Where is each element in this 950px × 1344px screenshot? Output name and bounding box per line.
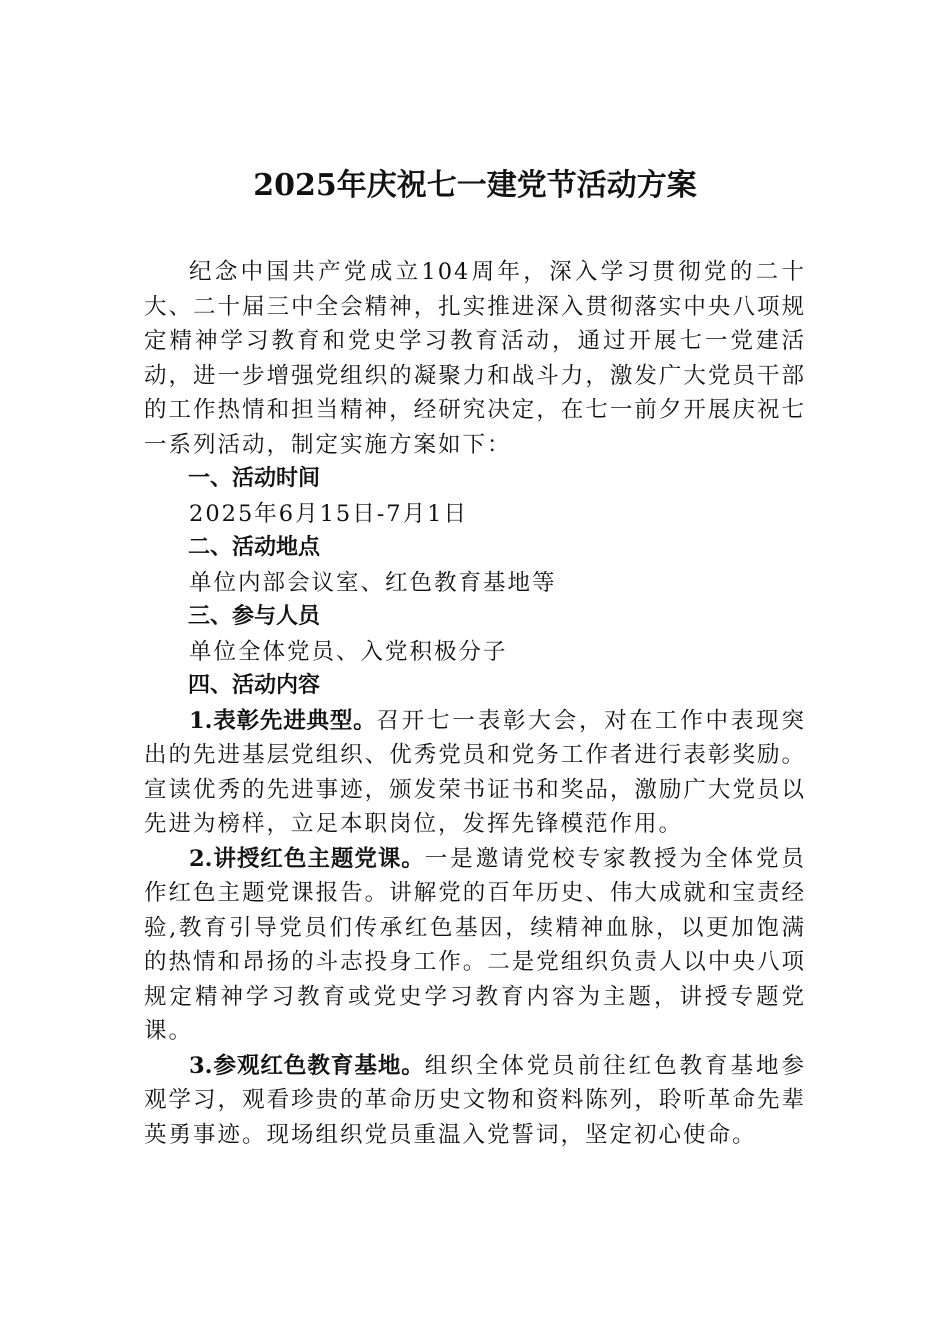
content-item-3-text: 组织全体党员前往红色教育基地参观学习，观看珍贵的革命历史文物和资料陈列，聆听革命先辈英勇事迹。现场组织党员重温入党誓词，坚定初心使命。 bbox=[144, 1052, 806, 1148]
content-item-2-lead: 2.讲授红色主题党课。 bbox=[189, 845, 425, 872]
document-title: 2025年庆祝七一建党节活动方案 bbox=[253, 168, 697, 203]
content-item-2 bbox=[144, 842, 806, 1049]
document-body bbox=[144, 255, 806, 1152]
section-text-time: 2025年6月15日-7月1日 bbox=[189, 500, 468, 527]
content-item-2-text: 一是邀请党校专家教授为全体党员作红色主题党课报告。讲解党的百年历史、伟大成就和宝责经验,教育引导党员们传承红色基因，续精神血脉，以更加饱满的热情和昂扬的斗志投身工作。二是党组织负责人以中央八项规定精神学习教育或党史学习教育内容为主题，讲授专题党课。 bbox=[144, 845, 806, 1044]
content-item-1-text: 召开七一表彰大会，对在工作中表现突出的先进基层党组织、优秀党员和党务工作者进行表彰奖励。宣读优秀的先进事迹，颁发荣书证书和奖品，激励广大党员以先进为榜样，立足本职岗位，发挥先锋模范作用。 bbox=[144, 707, 806, 837]
section-heading-participants: 三、参与人员 bbox=[188, 604, 321, 629]
content-item-1-lead: 1.表彰先进典型。 bbox=[189, 707, 377, 734]
section-heading-location: 二、活动地点 bbox=[188, 535, 321, 560]
content-item-1 bbox=[144, 704, 806, 842]
intro-paragraph: 纪念中国共产党成立104周年，深入学习贯彻党的二十大、二十届三中全会精神，扎实推进深入贯彻落实中央八项规定精神学习教育和党史学习教育活动，通过开展七一党建活动，进一步增强党组织的凝聚力和战斗力，激发广大党员干部的工作热情和担当精神，经研究决定，在七一前夕开展庆祝七一系列活动，制定实施方案如下： bbox=[144, 259, 806, 458]
section-heading-content: 四、活动内容 bbox=[188, 673, 321, 698]
section-text-location: 单位内部会议室、红色教育基地等 bbox=[189, 569, 557, 596]
section-heading-time: 一、活动时间 bbox=[188, 466, 321, 491]
content-item-3-lead: 3.参观红色教育基地。 bbox=[189, 1052, 425, 1079]
section-text-participants: 单位全体党员、入党积极分子 bbox=[189, 638, 508, 665]
content-item-3 bbox=[144, 1049, 806, 1153]
